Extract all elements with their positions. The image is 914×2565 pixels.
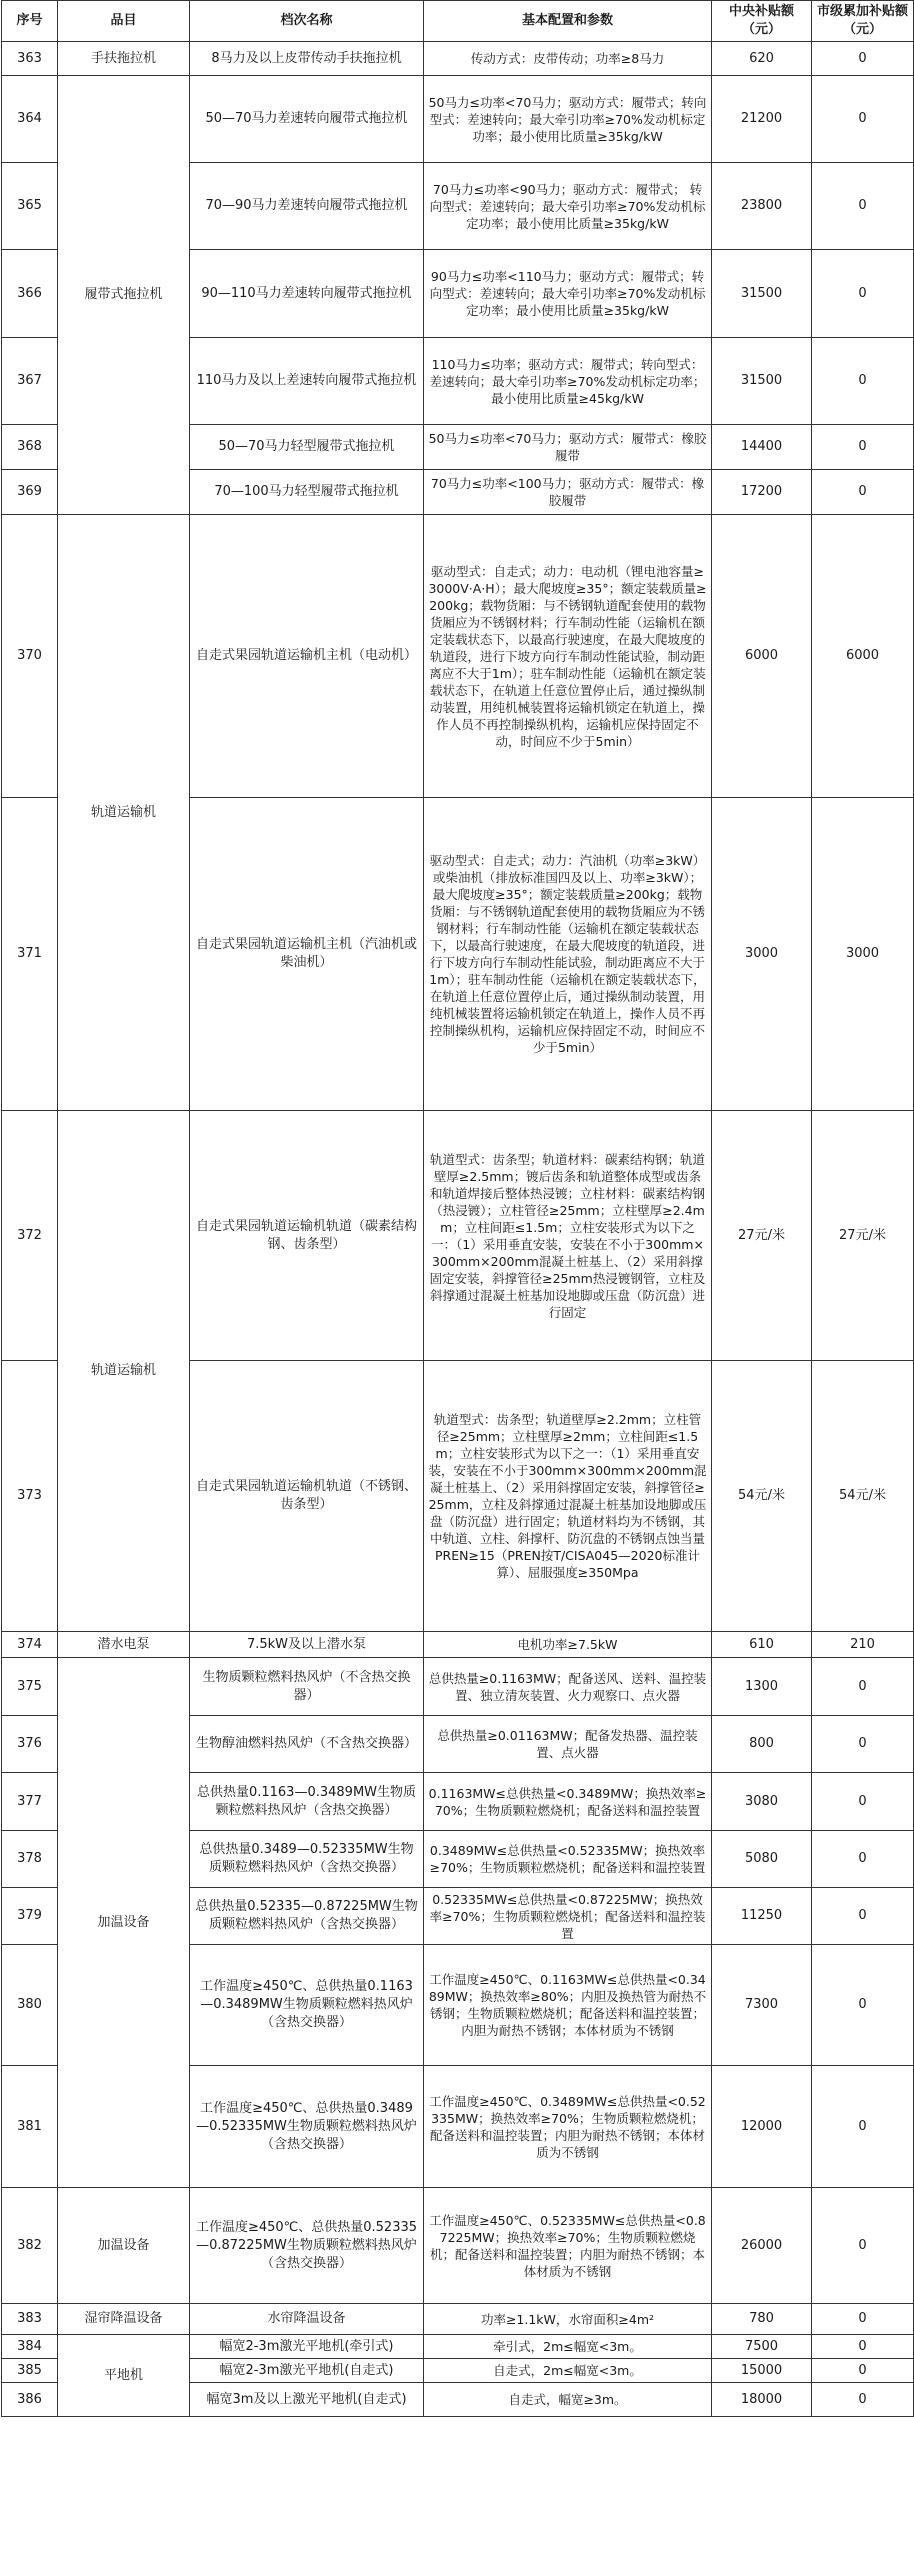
row-no: 381 [2, 2066, 58, 2188]
row-grade-name: 90—110马力差速转向履带式拖拉机 [190, 250, 424, 338]
row-city: 0 [812, 1945, 914, 2066]
row-grade-name: 自走式果园轨道运输机主机（汽油机或柴油机） [190, 798, 424, 1111]
row-grade-name: 总供热量0.3489—0.52335MW生物质颗粒燃料热风炉（含热交换器） [190, 1831, 424, 1888]
row-city: 0 [812, 338, 914, 425]
header-row [2, 1, 914, 42]
row-city: 0 [812, 2335, 914, 2359]
row-city: 0 [812, 163, 914, 250]
row-no: 370 [2, 515, 58, 798]
row-city: 0 [812, 2304, 914, 2335]
row-grade-name: 总供热量0.52335—0.87225MW生物质颗粒燃料热风炉（含热交换器） [190, 1888, 424, 1945]
row-category: 手扶拖拉机 [58, 42, 190, 76]
row-central: 780 [712, 2304, 812, 2335]
row-category: 加温设备 [58, 1658, 190, 2188]
row-central: 7300 [712, 1945, 812, 2066]
row-city: 210 [812, 1632, 914, 1658]
row-spec: 轨道型式：齿条型；轨道材料：碳素结构钢；轨道壁厚≥2.5mm；镀后齿条和轨道整体成型或齿条和轨道焊接后整体热浸镀；立柱材料：碳素结构钢（热浸镀）；立柱管径≥25mm；立柱壁厚≥2.4mm；立柱间距≤1.5m；立柱安装形式为以下之一：（1）采用垂直安装，安装在不小于300mm×300mm×200mm混凝土桩基上、（2）采用斜撑固定安装，斜撑管径≥25mm热浸镀钢管，立柱及斜撑通过混凝土桩基加设地脚或压盘（防沉盘）进行固定 [424, 1111, 712, 1361]
row-spec: 0.3489MW≤总供热量<0.52335MW；换热效率≥70%；生物质颗粒燃烧机；配备送料和温控装置 [424, 1831, 712, 1888]
row-category: 轨道运输机 [58, 515, 190, 1111]
row-city: 0 [812, 1831, 914, 1888]
row-spec: 工作温度≥450℃、0.52335MW≤总供热量<0.87225MW；换热效率≥70%；生物质颗粒燃烧机；配备送料和温控装置；内胆为耐热不锈钢；本体材质为不锈钢 [424, 2188, 712, 2304]
row-spec: 50马力≤功率<70马力；驱动方式：履带式：橡胶履带 [424, 425, 712, 470]
row-spec: 0.52335MW≤总供热量<0.87225MW；换热效率≥70%；生物质颗粒燃烧机；配备送料和温控装置 [424, 1888, 712, 1945]
row-central: 17200 [712, 470, 812, 515]
row-central: 27元/米 [712, 1111, 812, 1361]
row-central: 5080 [712, 1831, 812, 1888]
table-row [2, 1632, 914, 1658]
row-central: 6000 [712, 515, 812, 798]
row-city: 0 [812, 250, 914, 338]
row-no: 386 [2, 2383, 58, 2417]
row-city: 0 [812, 2383, 914, 2417]
row-central: 800 [712, 1716, 812, 1773]
row-no: 363 [2, 42, 58, 76]
row-central: 23800 [712, 163, 812, 250]
row-category: 潜水电泵 [58, 1632, 190, 1658]
row-spec: 0.1163MW≤总供热量<0.3489MW；换热效率≥70%；生物质颗粒燃烧机；配备送料和温控装置 [424, 1773, 712, 1831]
table-row [2, 1111, 914, 1361]
row-city: 0 [812, 1888, 914, 1945]
row-central: 15000 [712, 2359, 812, 2383]
header-central-subsidy: 中央补贴额（元） [712, 1, 812, 42]
row-grade-name: 自走式果园轨道运输机主机（电动机） [190, 515, 424, 798]
row-grade-name: 110马力及以上差速转向履带式拖拉机 [190, 338, 424, 425]
row-spec: 功率≥1.1kW，水帘面积≥4m² [424, 2304, 712, 2335]
row-no: 366 [2, 250, 58, 338]
row-city: 27元/米 [812, 1111, 914, 1361]
row-category: 平地机 [58, 2335, 190, 2417]
row-spec: 牵引式，2m≤幅宽<3m。 [424, 2335, 712, 2359]
row-grade-name: 50—70马力轻型履带式拖拉机 [190, 425, 424, 470]
row-category: 履带式拖拉机 [58, 76, 190, 515]
row-grade-name: 7.5kW及以上潜水泵 [190, 1632, 424, 1658]
row-central: 7500 [712, 2335, 812, 2359]
row-central: 620 [712, 42, 812, 76]
row-central: 610 [712, 1632, 812, 1658]
row-central: 14400 [712, 425, 812, 470]
row-grade-name: 自走式果园轨道运输机轨道（碳素结构钢、齿条型） [190, 1111, 424, 1361]
table-row [2, 1658, 914, 1716]
row-city: 3000 [812, 798, 914, 1111]
header-category: 品目 [58, 1, 190, 42]
row-spec: 驱动型式：自走式；动力：电动机（锂电池容量≥3000V·A·H）；最大爬坡度≥35°；额定装载质量≥200kg；载物货厢：与不锈钢轨道配套使用的载物货厢应为不锈钢材料；行车制动性能（运输机在额定装载状态下，以最高行驶速度，在最大爬坡度的轨道段，进行下坡方向行车制动性能试验，制动距离应不大于1m）；驻车制动性能（运输机在额定装载状态下，在轨道上任意位置停止后，通过操纵制动装置，用纯机械装置将运输机锁定在轨道上，操作人员不再控制操纵机构，运输机应保持固定不动，时间应不少于5min） [424, 515, 712, 798]
row-spec: 自走式，幅宽≥3m。 [424, 2383, 712, 2417]
row-no: 369 [2, 470, 58, 515]
row-category: 湿帘降温设备 [58, 2304, 190, 2335]
row-city: 0 [812, 1658, 914, 1716]
row-spec: 自走式，2m≤幅宽<3m。 [424, 2359, 712, 2383]
table-row [2, 2304, 914, 2335]
row-no: 384 [2, 2335, 58, 2359]
row-grade-name: 工作温度≥450℃、总供热量0.1163—0.3489MW生物质颗粒燃料热风炉（含热交换器） [190, 1945, 424, 2066]
row-grade-name: 70—90马力差速转向履带式拖拉机 [190, 163, 424, 250]
row-no: 378 [2, 1831, 58, 1888]
row-no: 372 [2, 1111, 58, 1361]
row-grade-name: 幅宽2-3m激光平地机(牵引式) [190, 2335, 424, 2359]
row-grade-name: 幅宽2-3m激光平地机(自走式) [190, 2359, 424, 2383]
row-category: 轨道运输机 [58, 1111, 190, 1632]
header-grade-name: 档次名称 [190, 1, 424, 42]
table-row [2, 2188, 914, 2304]
row-city: 0 [812, 42, 914, 76]
table-row [2, 515, 914, 798]
row-spec: 总供热量≥0.1163MW；配备送风、送料、温控装置、独立清灰装置、火力观察口、点火器 [424, 1658, 712, 1716]
row-no: 364 [2, 76, 58, 163]
row-city: 0 [812, 2066, 914, 2188]
row-central: 18000 [712, 2383, 812, 2417]
table-row [2, 76, 914, 163]
row-no: 377 [2, 1773, 58, 1831]
row-grade-name: 水帘降温设备 [190, 2304, 424, 2335]
row-category: 加温设备 [58, 2188, 190, 2304]
row-no: 382 [2, 2188, 58, 2304]
row-spec: 电机功率≥7.5kW [424, 1632, 712, 1658]
row-spec: 70马力≤功率<100马力；驱动方式：履带式：橡胶履带 [424, 470, 712, 515]
row-spec: 驱动型式：自走式；动力：汽油机（功率≥3kW）或柴油机（排放标准国四及以上、功率≥3kW）；最大爬坡度≥35°；额定装载质量≥200kg；载物货厢：与不锈钢轨道配套使用的载物货厢应为不锈钢材料；行车制动性能（运输机在额定装载状态下，以最高行驶速度，在最大爬坡度的轨道段，进行下坡方向行车制动性能试验，制动距离应不大于1m）；驻车制动性能（运输机在额定装载状态下，在轨道上任意位置停止后，通过操纵制动装置，用纯机械装置将运输机锁定在轨道上，操作人员不再控制操纵机构，运输机应保持固定不动，时间应不少于5min） [424, 798, 712, 1111]
row-spec: 110马力≤功率；驱动方式：履带式；转向型式：差速转向；最大牵引功率≥70%发动机标定功率；最小使用比质量≥45kg/kW [424, 338, 712, 425]
row-spec: 工作温度≥450℃、0.1163MW≤总供热量<0.3489MW；换热效率≥80%；内胆及换热管为耐热不锈钢；生物质颗粒燃烧机；配备送料和温控装置；内胆为耐热不锈钢；本体材质为不锈钢 [424, 1945, 712, 2066]
row-city: 0 [812, 425, 914, 470]
header-spec: 基本配置和参数 [424, 1, 712, 42]
row-central: 3000 [712, 798, 812, 1111]
row-city: 0 [812, 1716, 914, 1773]
row-city: 0 [812, 470, 914, 515]
row-no: 385 [2, 2359, 58, 2383]
row-city: 0 [812, 76, 914, 163]
row-spec: 70马力≤功率<90马力；驱动方式：履带式； 转向型式：差速转向；最大牵引功率≥70%发动机标定功率；最小使用比质量≥35kg/kW [424, 163, 712, 250]
row-grade-name: 生物醇油燃料热风炉（不含热交换器） [190, 1716, 424, 1773]
row-grade-name: 50—70马力差速转向履带式拖拉机 [190, 76, 424, 163]
row-no: 374 [2, 1632, 58, 1658]
row-no: 379 [2, 1888, 58, 1945]
row-central: 26000 [712, 2188, 812, 2304]
row-city: 54元/米 [812, 1361, 914, 1632]
row-central: 31500 [712, 338, 812, 425]
row-no: 375 [2, 1658, 58, 1716]
row-no: 365 [2, 163, 58, 250]
row-central: 1300 [712, 1658, 812, 1716]
row-city: 6000 [812, 515, 914, 798]
row-central: 11250 [712, 1888, 812, 1945]
row-no: 376 [2, 1716, 58, 1773]
row-grade-name: 幅宽3m及以上激光平地机(自走式) [190, 2383, 424, 2417]
row-central: 12000 [712, 2066, 812, 2188]
row-spec: 工作温度≥450℃、0.3489MW≤总供热量<0.52335MW；换热效率≥70%；生物质颗粒燃烧机；配备送料和温控装置；内胆为耐热不锈钢；本体材质为不锈钢 [424, 2066, 712, 2188]
row-city: 0 [812, 2188, 914, 2304]
row-no: 383 [2, 2304, 58, 2335]
row-central: 54元/米 [712, 1361, 812, 1632]
row-spec: 传动方式：皮带传动；功率≥8马力 [424, 42, 712, 76]
row-city: 0 [812, 1773, 914, 1831]
row-city: 0 [812, 2359, 914, 2383]
row-central: 3080 [712, 1773, 812, 1831]
row-no: 371 [2, 798, 58, 1111]
table-row [2, 2335, 914, 2359]
row-no: 367 [2, 338, 58, 425]
row-grade-name: 8马力及以上皮带传动手扶拖拉机 [190, 42, 424, 76]
row-central: 31500 [712, 250, 812, 338]
row-grade-name: 总供热量0.1163—0.3489MW生物质颗粒燃料热风炉（含热交换器） [190, 1773, 424, 1831]
row-grade-name: 工作温度≥450℃、总供热量0.3489—0.52335MW生物质颗粒燃料热风炉（含热交换器） [190, 2066, 424, 2188]
row-no: 380 [2, 1945, 58, 2066]
subsidy-table [1, 0, 914, 2417]
row-grade-name: 70—100马力轻型履带式拖拉机 [190, 470, 424, 515]
table-row [2, 42, 914, 76]
row-spec: 轨道型式：齿条型；轨道壁厚≥2.2mm；立柱管径≥25mm；立柱壁厚≥2mm；立柱间距≤1.5m；立柱安装形式为以下之一：（1）采用垂直安装，安装在不小于300mm×300mm×200mm混凝土桩基上、（2）采用斜撑固定安装，斜撑管径≥25mm，立柱及斜撑通过混凝土桩基加设地脚或压盘（防沉盘）进行固定；轨道材料均为不锈钢，其中轨道、立柱、斜撑杆、防沉盘的不锈钢点蚀当量PREN≥15（PREN按T/CISA045—2020标准计算）、屈服强度≥350Mpa [424, 1361, 712, 1632]
row-spec: 总供热量≥0.01163MW；配备发热器、温控装置、点火器 [424, 1716, 712, 1773]
row-grade-name: 生物质颗粒燃料热风炉（不含热交换器） [190, 1658, 424, 1716]
header-city-subsidy: 市级累加补贴额（元） [812, 1, 914, 42]
row-spec: 90马力≤功率<110马力；驱动方式：履带式；转向型式：差速转向；最大牵引功率≥70%发动机标定功率；最小使用比质量≥35kg/kW [424, 250, 712, 338]
row-no: 373 [2, 1361, 58, 1632]
row-spec: 50马力≤功率<70马力；驱动方式：履带式；转向型式：差速转向；最大牵引功率≥70%发动机标定功率；最小使用比质量≥35kg/kW [424, 76, 712, 163]
row-grade-name: 自走式果园轨道运输机轨道（不锈钢、齿条型） [190, 1361, 424, 1632]
row-central: 21200 [712, 76, 812, 163]
header-no: 序号 [2, 1, 58, 42]
row-grade-name: 工作温度≥450℃、总供热量0.52335—0.87225MW生物质颗粒燃料热风炉（含热交换器） [190, 2188, 424, 2304]
row-no: 368 [2, 425, 58, 470]
